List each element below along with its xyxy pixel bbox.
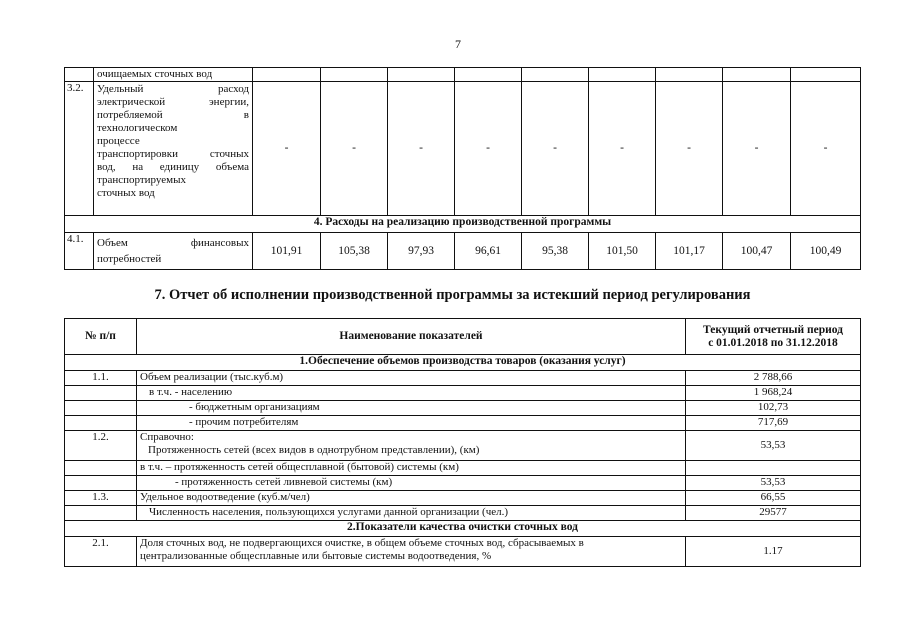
section-row <box>65 521 861 537</box>
row-name-cell: - прочим потребителям <box>137 416 686 431</box>
value-cell: 29577 <box>686 506 861 521</box>
table-row <box>65 233 861 270</box>
row-name-cell: Объем финансовых потребностей <box>94 233 253 270</box>
row-name-cell: Удельный расход электрической энергии, потребляемой в технологическом процессе транспортировки сточных вод, на единицу объема транспортируемых сточных вод <box>94 82 253 216</box>
value-cell: 717,69 <box>686 416 861 431</box>
value-cell: - <box>388 82 455 216</box>
value-cell: - <box>253 82 321 216</box>
value-cell: - <box>589 82 656 216</box>
row-name-cell: в т.ч. - населению <box>137 386 686 401</box>
report-title: 7. Отчет об исполнении производственной программы за истекший период регулирования <box>154 287 751 303</box>
row-num-cell: 4.1. <box>65 233 94 270</box>
value-cell: - <box>522 82 589 216</box>
value-cell: 101,91 <box>253 233 321 270</box>
row-name-cell: - бюджетным организациям <box>137 401 686 416</box>
page-number: 7 <box>455 37 461 51</box>
row-name-cell: - протяженность сетей ливневой системы (км) <box>137 476 686 491</box>
section-row <box>65 355 861 371</box>
value-cell: 96,61 <box>455 233 522 270</box>
section-heading-1: 1.Обеспечение объемов производства товаров (оказания услуг) <box>65 355 861 371</box>
value-cell: 53,53 <box>686 431 861 461</box>
value-cell: 1 968,24 <box>686 386 861 401</box>
row-num-cell: 3.2. <box>65 82 94 216</box>
table-row <box>65 491 861 506</box>
value-cell: 53,53 <box>686 476 861 491</box>
row-num-cell: 2.1. <box>65 537 137 567</box>
row-name-cell: Численность населения, пользующихся услугами данной организации (чел.) <box>137 506 686 521</box>
table-row <box>65 537 861 567</box>
report-table <box>64 318 861 567</box>
value-cell: 101,50 <box>589 233 656 270</box>
row-num-cell: 1.3. <box>65 491 137 506</box>
production-program-table <box>64 67 861 270</box>
section-heading-2: 2.Показатели качества очистки сточных вод <box>65 521 861 537</box>
header-period: Текущий отчетный период с 01.01.2018 по 31.12.2018 <box>686 319 861 355</box>
table-row <box>65 386 861 401</box>
row-num-cell: 1.1. <box>65 371 137 386</box>
row-name-cell: Доля сточных вод, не подвергающихся очистке, в общем объеме сточных вод, сбрасываемых в централизованные общесплавные или бытовые системы водоотведения, % <box>137 537 686 567</box>
row-name-cell: в т.ч. – протяженность сетей общесплавной (бытовой) системы (км) <box>137 461 686 476</box>
header-row <box>65 319 861 355</box>
value-cell: 105,38 <box>321 233 388 270</box>
value-cell: - <box>791 82 861 216</box>
value-cell: - <box>656 82 723 216</box>
table-row <box>65 371 861 386</box>
row-num-cell <box>65 68 94 82</box>
header-name: Наименование показателей <box>137 319 686 355</box>
table-row <box>65 416 861 431</box>
value-cell: - <box>723 82 791 216</box>
row-name-cell: очищаемых сточных вод <box>94 68 253 82</box>
row-name-cell: Справочно: Протяженность сетей (всех видов в однотрубном представлении), (км) <box>137 431 686 461</box>
table-row <box>65 401 861 416</box>
table-row <box>65 506 861 521</box>
value-cell: 97,93 <box>388 233 455 270</box>
value-cell: 100,47 <box>723 233 791 270</box>
value-cell: - <box>321 82 388 216</box>
value-cell: - <box>455 82 522 216</box>
table-row <box>65 461 861 476</box>
value-cell: 95,38 <box>522 233 589 270</box>
table-row <box>65 82 861 216</box>
section-heading-4: 4. Расходы на реализацию производственной программы <box>65 216 861 233</box>
value-cell: 100,49 <box>791 233 861 270</box>
value-cell: 102,73 <box>686 401 861 416</box>
section-row <box>65 216 861 233</box>
row-num-cell: 1.2. <box>65 431 137 461</box>
table-row <box>65 476 861 491</box>
value-cell: 101,17 <box>656 233 723 270</box>
value-cell <box>686 461 861 476</box>
row-name-cell: Удельное водоотведение (куб.м/чел) <box>137 491 686 506</box>
value-cell: 1.17 <box>686 537 861 567</box>
table-row <box>65 431 861 461</box>
row-name-cell: Объем реализации (тыс.куб.м) <box>137 371 686 386</box>
table-row <box>65 68 861 82</box>
value-cell: 66,55 <box>686 491 861 506</box>
header-num: № п/п <box>65 319 137 355</box>
value-cell: 2 788,66 <box>686 371 861 386</box>
